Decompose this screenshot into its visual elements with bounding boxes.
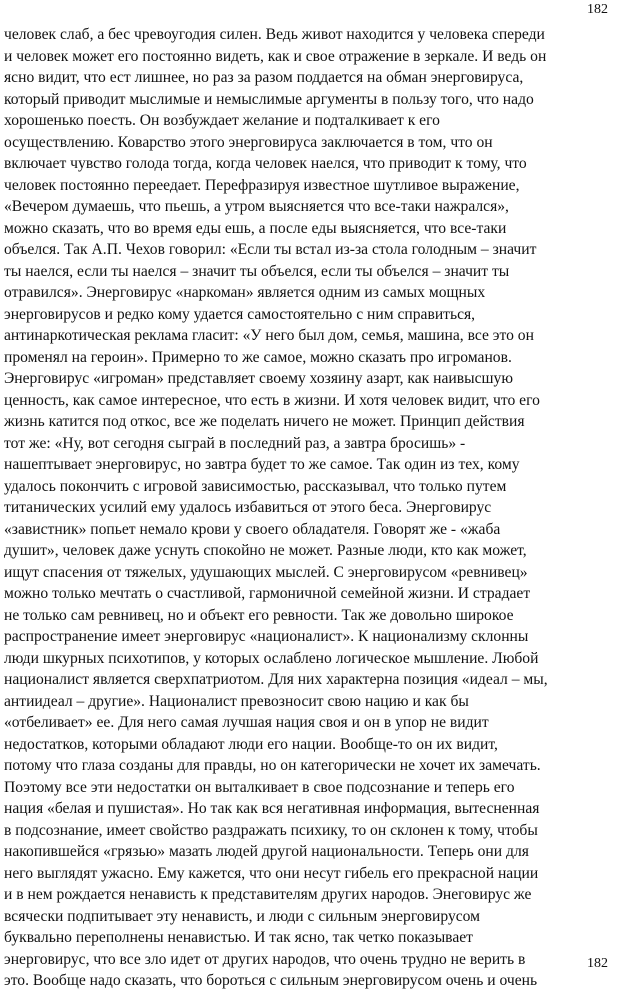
text-line: накопившейся «грязью» мазать людей другой национальности. Теперь они для [4,843,529,860]
body-text [4,24,620,992]
text-line: буквально переполнены ненавистью. И так ясно, так четко показывает [4,929,473,946]
text-line: объелся. Так А.П. Чехов говорил: «Если ты встал из-за стола голодным – значит [4,241,537,258]
text-line: нашептывает энерговирус, но завтра будет то же самое. Так один из тех, кому [4,456,520,473]
text-line: хорошенько поесть. Он возбуждает желание и подталкивает к его [4,112,440,129]
text-line: можно сказать, что во время еды ешь, а после еды выясняется, что все-таки [4,219,507,237]
text-line: человек постоянно переедает. Перефразируя известное шутливое выражение, [4,176,520,194]
text-line: антинаркотическая реклама гласит: «У него был дом, семья, машина, все это он [4,327,534,344]
text-line: «Вечером думаешь, что пьешь, а утром выясняется что все-таки нажрался», [4,198,509,215]
page-number-top: 182 [587,2,608,17]
text-line: энерговирус, что все зло идет от других народов, что очень трудно не верить в [4,950,526,968]
text-line: «завистник» попьет немало крови у своего обладателя. Говорят же - «жаба [4,520,501,538]
text-line: Энерговирус «игроман» представляет своему хозяину азарт, как наивысшую [4,370,513,387]
text-line: тот же: «Ну, вот сегодня сыграй в последний раз, а завтра бросишь» - [4,434,466,452]
text-line: ты наелся, если ты наелся – значит ты объелся, если ты объелся – значит ты [4,262,510,280]
text-line: душит», человек даже уснуть спокойно не может. Разные люди, кто как может, [4,542,527,559]
text-line: жизнь катится под откос, все же поделать ничего не может. Принцип действия [4,413,525,430]
text-line: ищут спасения от тяжелых, удушающих мыслей. С энерговирусом «ревнивец» [4,563,528,581]
text-line: нация «белая и пушистая». Но так как вся негативная информация, вытесненная [4,800,540,817]
text-line: включает чувство голода тогда, когда человек наелся, что приводит к тому, что [4,155,527,172]
text-line: и в нем рождается ненависть к представителям других народов. Энеговирус же [4,886,532,903]
text-line: отравился». Энерговирус «наркоман» является одним из самых мощных [4,284,486,301]
page-number-bottom: 182 [587,956,608,971]
text-line: в подсознание, имеет свойство раздражать психику, то он склонен к тому, чтобы [4,821,538,839]
text-line: националист является сверхпатриотом. Для них характерна позиция «идеал – мы, [4,671,548,688]
text-line: антиидеал – другие». Националист превозносит свою нацию и как бы [4,692,469,710]
text-line: можно только мечтать о счастливой, гармоничной семейной жизни. И страдает [4,585,531,602]
text-line: него выглядят ужасно. Ему кажется, что они несут гибель его прекрасной нации [4,864,539,882]
text-line: променял на героин». Примерно то же самое, можно сказать про игроманов. [4,348,512,366]
text-line: распространение имеет энерговирус «националист». К национализму склонны [4,628,529,645]
text-line: недостатков, которыми обладают люди его нации. Вообще-то он их видит, [4,735,498,753]
text-line: и человек может его постоянно видеть, как и свое отражение в зеркале. И ведь он [4,47,547,65]
text-line: который приводит мыслимые и немыслимые аргументы в пользу того, что надо [4,90,534,108]
text-line: удалось покончить с игровой зависимостью, рассказывал, что только путем [4,477,507,495]
text-line: потому что глаза созданы для правды, но он категорически не хочет их замечать. [4,757,541,774]
text-line: человек слаб, а бес чревоугодия силен. Ведь живот находится у человека спереди [4,26,545,43]
text-line: ясно видит, что ест лишнее, но раз за разом поддается на обман энерговируса, [4,69,524,86]
text-line: люди шкурных психотипов, у которых ослаблено логическое мышление. Любой [4,649,539,667]
text-line: Поэтому все эти недостатки он выталкивает в свое подсознание и теперь его [4,778,515,796]
text-line: ценность, как самое интересное, что есть в жизни. И хотя человек видит, что его [4,391,540,409]
text-line: всячески подпитывает эту ненависть, и люди с сильным энерговирусом [4,907,481,925]
text-line: осуществлению. Коварство этого энерговируса заключается в том, что он [4,133,493,151]
text-line: титанических усилий ему удалось избавиться от этого беса. Энерговирус [4,499,492,516]
text-line: это. Вообще надо сказать, что бороться с сильным энерговирусом очень и очень [4,972,538,989]
text-line: «отбеливает» ее. Для него самая лучшая нация своя и он в упор не видит [4,714,489,731]
text-line: не только сам ревнивец, но и объект его ревности. Так же довольно широкое [4,606,514,624]
text-line: энерговирусов и редко кому удается самостоятельно с ним справиться, [4,305,476,323]
